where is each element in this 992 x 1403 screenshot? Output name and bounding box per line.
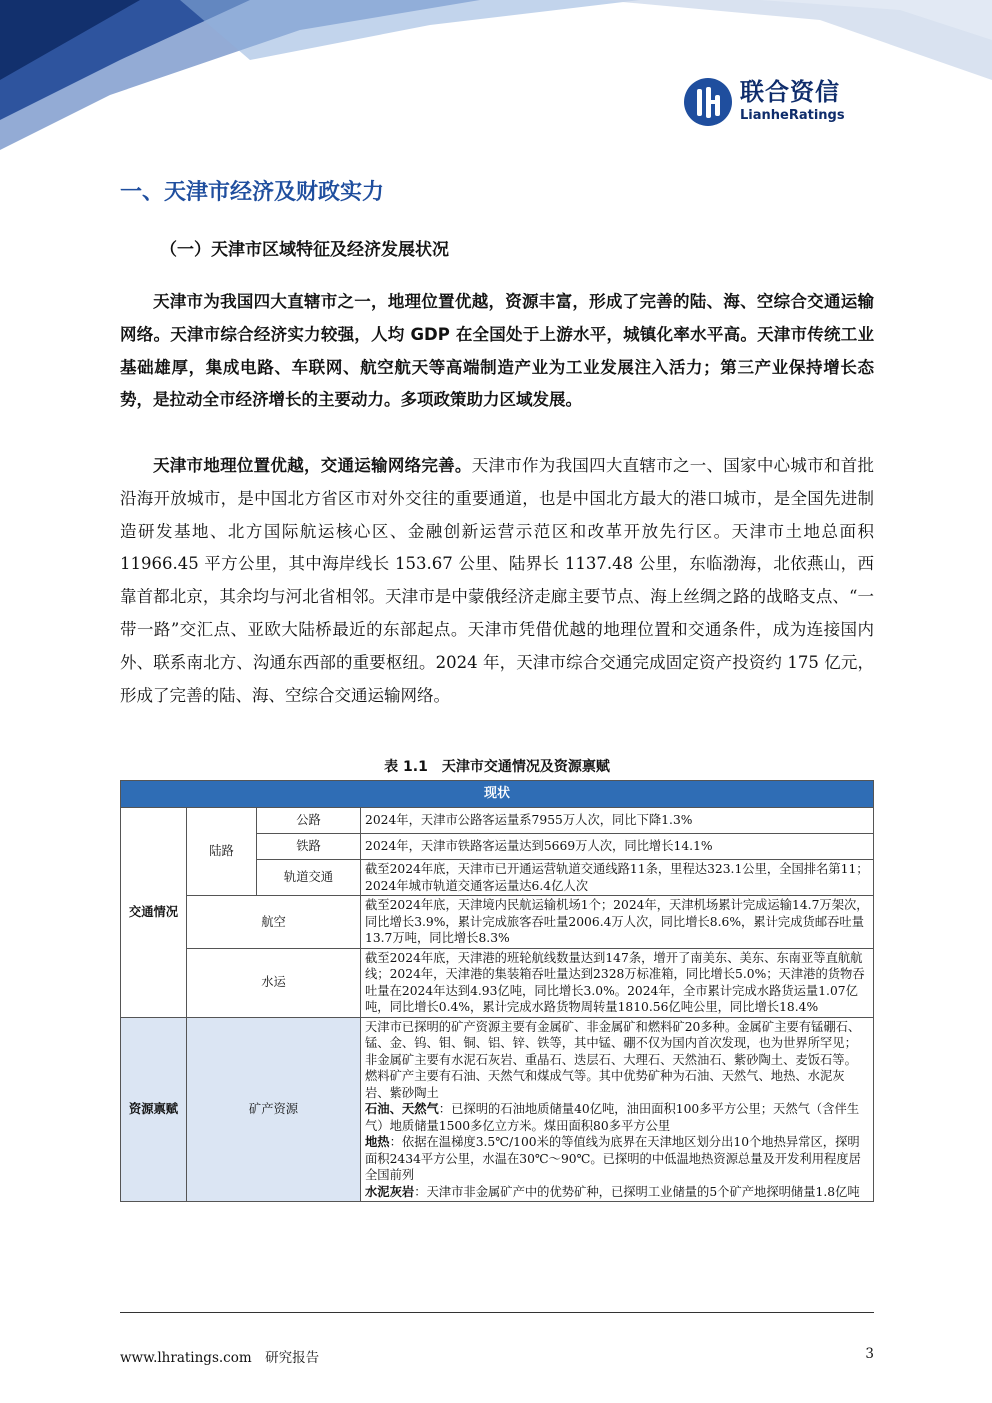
- table-header-row: [121, 781, 874, 808]
- section-title: 一、天津市经济及财政实力: [120, 180, 385, 205]
- limestone-label: 水泥灰岩: [365, 1184, 415, 1199]
- brand-name-en: LianheRatings: [740, 108, 845, 123]
- transport-resource-table: [120, 780, 874, 1202]
- footer-link[interactable]: www.lhratings.com: [120, 1350, 252, 1366]
- limestone-text: ：天津市非金属矿产中的优势矿种，已探明工业储量的5个矿产地探明储量1.8亿吨: [414, 1184, 860, 1199]
- geothermal-line: [365, 1134, 869, 1184]
- rail-label: 铁路: [257, 834, 361, 860]
- table-caption: 表 1.1 天津市交通情况及资源禀赋: [384, 759, 610, 775]
- oil-gas-line: [365, 1101, 869, 1134]
- metro-text: 截至2024年底，天津市已开通运营轨道交通线路11条，里程达323.1公里，全国排名第11；2024年城市轨道交通客运量达6.4亿人次: [361, 860, 874, 896]
- mineral-text: 天津市已探明的矿产资源主要有金属矿、非金属矿和燃料矿20多种。金属矿主要有锰硼石、锰、金、钨、钼、铜、铝、锌、铁等，其中锰、硼不仅为国内首次发现，也为世界所罕见；非金属矿主要有水泥石灰岩、重晶石、迭层石、大理石、天然油石、紫砂陶土、麦饭石等。燃料矿产主要有石油、天然气和煤成气等。其中优势矿种为石油、天然气、地热、水泥灰岩、紫砂陶土: [365, 1019, 861, 1100]
- paragraph-lead: 天津市地理位置优越，交通运输网络完善。: [153, 456, 472, 475]
- water-label: 水运: [187, 948, 361, 1017]
- mineral-cell: [361, 1017, 874, 1202]
- subsection-title: （一）天津市区域特征及经济发展状况: [160, 240, 449, 260]
- table-header: 现状: [121, 781, 874, 808]
- summary-paragraph: 天津市为我国四大直辖市之一，地理位置优越，资源丰富，形成了完善的陆、海、空综合交通运输网络。天津市综合经济实力较强，人均 GDP 在全国处于上游水平，城镇化率水平高。天津市传统工业基础雄厚，集成电路、车联网、航空航天等高端制造产业为工业发展注入活力；第三产业保持增长态势，是拉动全市经济增长的主要动力。多项政策助力区域发展。: [120, 292, 874, 410]
- air-label: 航空: [187, 896, 361, 949]
- road-label: 公路: [257, 808, 361, 834]
- footer-divider: [120, 1312, 874, 1313]
- table-row: [121, 896, 874, 949]
- land-label: 陆路: [187, 808, 257, 896]
- geothermal-text: ：依据在温梯度3.5℃/100米的等值线为底界在天津地区划分出10个地热异常区，探明面积2434平方公里，水温在30℃～90℃。已探明的中低温地热资源总量及开发利用程度居全国前列: [365, 1135, 861, 1182]
- oil-gas-label: 石油、天然气: [365, 1102, 439, 1116]
- paragraph-body: 天津市作为我国四大直辖市之一、国家中心城市和首批沿海开放城市，是中国北方省区市对外交往的重要通道，也是中国北方最大的港口城市，是全国先进制造研发基地、北方国际航运核心区、金融创新运营示范区和改革开放先行区。天津市土地总面积 11966.45 平方公里，其中海岸线长 153.67 公里、陆界长 1137.48 公里，东临渤海，北依燕山，西靠首都北京，其余均与河北省相邻。天津市是中蒙俄经济走廊主要节点、海上丝绸之路的战略支点、“一带一路”交汇点、亚欧大陆桥最近的东部起点。天津市凭借优越的地理位置和交通条件，成为连接国内外、联系南北方、沟通东西部的重要枢纽。2024 年，天津市综合交通完成固定资产投资约 175 亿元，形成了完善的陆、海、空综合交通运输网络。: [120, 456, 875, 705]
- group-resources: 资源禀赋: [121, 1017, 187, 1202]
- logo-mark-icon: [684, 78, 732, 126]
- road-text: 2024年，天津市公路客运量系7955万人次，同比下降1.3%: [361, 808, 874, 834]
- water-text: 截至2024年底，天津港的班轮航线数量达到147条，增开了南美东、美东、东南亚等直航航线；2024年，天津港的集装箱吞吐量达到2328万标准箱，同比增长5.0%；天津港的货物吞吐量在2024年达到4.93亿吨，同比增长3.0%。2024年，全市累计完成水路货运量1.07亿吨，同比增长0.4%，累计完成水路货物周转量1810.56亿吨公里，同比增长18.4%: [361, 948, 874, 1017]
- limestone-line: [365, 1184, 869, 1201]
- group-transport: 交通情况: [121, 808, 187, 1018]
- rail-text: 2024年，天津市铁路客运量达到5669万人次，同比增长14.1%: [361, 834, 874, 860]
- air-text: 截至2024年底，天津境内民航运输机场1个；2024年，天津机场累计完成运输14.7万架次，同比增长3.9%，累计完成旅客吞吐量2006.4万人次，同比增长8.6%，累计完成货邮吞吐量13.7万吨，同比增长8.3%: [361, 896, 874, 949]
- brand-logo: [684, 78, 874, 128]
- table-row: [121, 948, 874, 1017]
- table-row: [121, 808, 874, 834]
- mineral-label: 矿产资源: [187, 1017, 361, 1202]
- table-row: [121, 1017, 874, 1202]
- body-paragraph: [120, 450, 874, 712]
- page-number: 3: [865, 1346, 874, 1362]
- footer-left: [120, 1346, 319, 1366]
- geothermal-label: 地热: [365, 1135, 390, 1149]
- brand-name-cn: 联合资信: [740, 78, 840, 106]
- footer-label: 研究报告: [265, 1350, 320, 1366]
- oil-gas-text: ：已探明的石油地质储量40亿吨，油田面积100多平方公里；天然气（含伴生气）地质储量1500多亿立方米。煤田面积80多平方公里: [365, 1102, 860, 1133]
- metro-label: 轨道交通: [257, 860, 361, 896]
